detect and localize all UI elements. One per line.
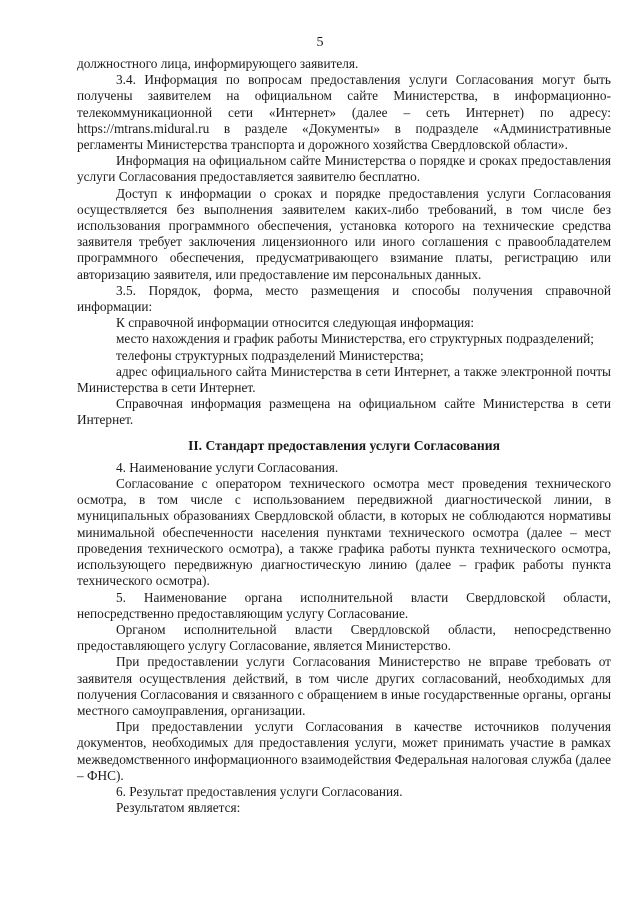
paragraph: 3.5. Порядок, форма, место размещения и способы получения справочной информации: — [77, 282, 611, 315]
section-heading: II. Стандарт предоставления услуги Согласования — [188, 437, 500, 453]
paragraph: Результатом является: — [116, 800, 241, 816]
paragraph: 3.4. Информация по вопросам предоставления услуги Согласования могут быть получены заявителем на официальном сайте Министерства, в информационно-телекоммуникационной сети «Интернет» (далее – сеть Интернет) по адресу: https://mtrans.midural.ru в разделе «Документы» в подразделе «Административные регламенты Министерства транспорта и дорожного хозяйства Свердловской области». — [77, 72, 611, 153]
paragraph: телефоны структурных подразделений Министерства; — [116, 347, 424, 363]
paragraph: место нахождения и график работы Министерства, его структурных подразделений; — [116, 331, 594, 347]
paragraph: должностного лица, информирующего заявителя. — [77, 56, 359, 71]
paragraph: Доступ к информации о сроках и порядке предоставления услуги Согласования осуществляется без выполнения заявителем каких-либо требований, в том числе без использования программного обеспечения, установка которого на технические средства заявителя требует заключения лицензионного или иного соглашения с правообладателем программного обеспечения, предусматривающего взимание платы, регистрацию или авторизацию заявителя, или предоставление им персональных данных. — [77, 185, 611, 282]
paragraph: 4. Наименование услуги Согласования. — [116, 459, 339, 475]
section-paragraphs — [77, 460, 611, 816]
paragraph: При предоставлении услуги Согласования Министерство не вправе требовать от заявителя осуществления действий, в том числе других согласований, необходимых для получения Согласования и связанного с обращением в иные государственные органы, органы местного самоуправления, организации. — [77, 654, 611, 718]
paragraph: Информация на официальном сайте Министерства о порядке и сроках предоставления услуги Согласования предоставляется заявителю бесплатно. — [77, 153, 611, 185]
paragraph: 6. Результат предоставления услуги Согласования. — [116, 783, 403, 799]
paragraph: Согласование с оператором технического осмотра мест проведения технического осмотра, в том числе с использованием передвижной диагностической линии, в муниципальных образованиях Свердловской области, в которых не соблюдаются нормативы минимальной обеспеченности населения пунктами технического осмотра (далее – мест проведения технического осмотра), а также графика работы пункта технического осмотра, использующего передвижную диагностическую линию (далее – график работы пункта технического осмотра). — [77, 476, 611, 589]
paragraph: 5. Наименование органа исполнительной власти Свердловской области, непосредственно предоставляющим услугу Согласование. — [77, 589, 611, 621]
paragraph: Справочная информация размещена на официальном сайте Министерства в сети Интернет. — [77, 396, 611, 428]
document-body — [77, 56, 611, 816]
page-number: 5 — [316, 35, 324, 50]
paragraph: адрес официального сайта Министерства в сети Интернет, а также электронной почты Министерства в сети Интернет. — [77, 363, 611, 396]
paragraph: Органом исполнительной власти Свердловской области, непосредственно предоставляющего услугу Согласование, является Министерство. — [77, 621, 611, 654]
intro-paragraphs — [77, 56, 611, 429]
paragraph: К справочной информации относится следующая информация: — [116, 315, 475, 331]
paragraph: При предоставлении услуги Согласования в качестве источников получения документов, необходимых для предоставления услуги, может принимать участие в рамках межведомственного информационного взаимодействия Федеральная налоговая служба (далее – ФНС). — [77, 719, 611, 783]
